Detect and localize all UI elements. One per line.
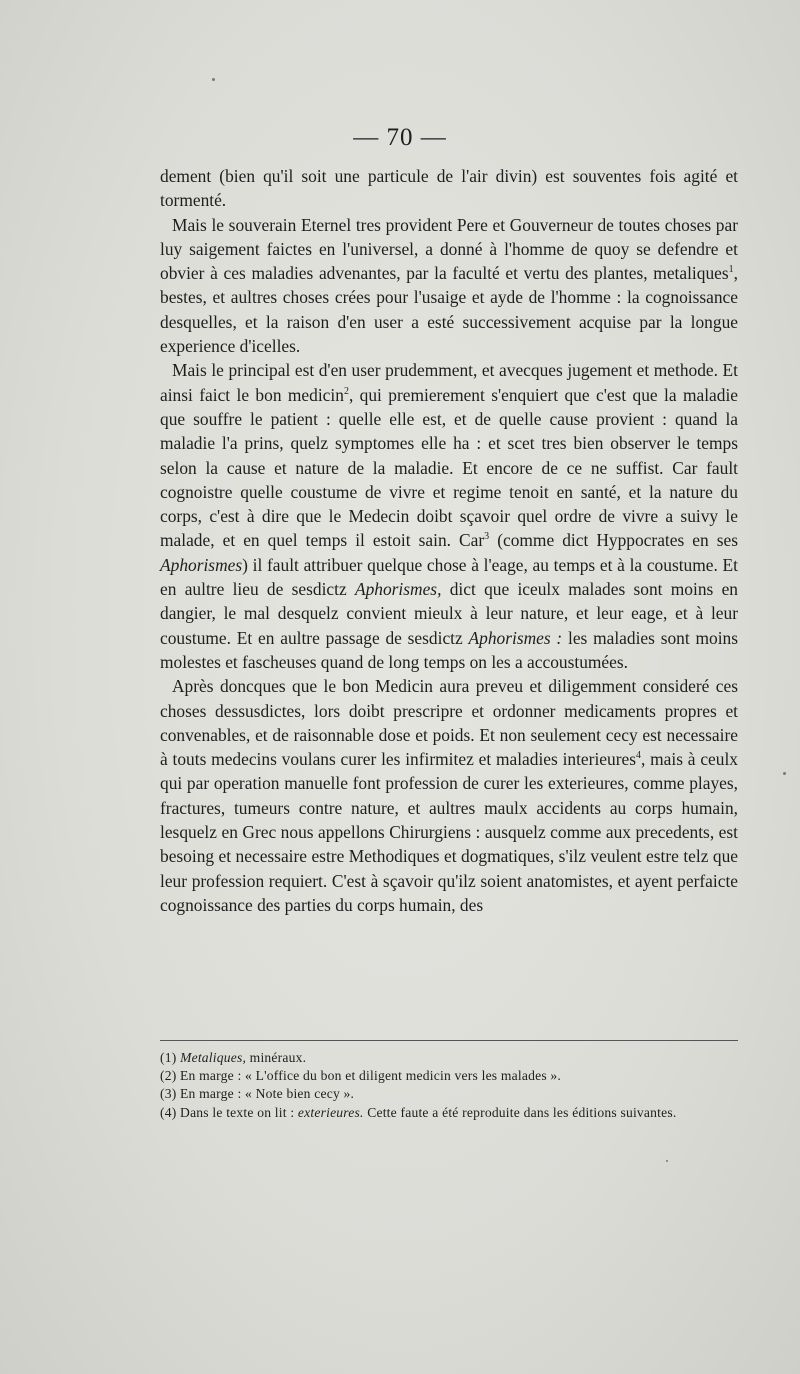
footnote-ref-1: 1 <box>728 264 734 276</box>
paragraph-2 <box>160 213 738 359</box>
footnote-3-number: (3) <box>160 1086 177 1102</box>
aphorismes-title-3: Aphorismes : <box>468 627 563 648</box>
footnote-1-text: minéraux. <box>246 1050 307 1065</box>
paragraph-2-text-b: , bestes, et aultres choses crées pour l'usaige et ayde de l'homme : la cognoissance desquelles, et la raison d'en user a esté successivement acquise par la longue experience d'icelles. <box>160 263 738 357</box>
paragraph-1-text: dement (bien qu'il soit une particule de l'air divin) est souventes fois agité et tormenté. <box>160 166 738 211</box>
footnote-4-term: exterieures. <box>297 1104 364 1120</box>
paragraph-2-text-a: Mais le souverain Eternel tres provident Pere et Gouverneur de toutes choses par luy saigement faictes en l'universel, a donné à l'homme de quoy se defendre et obvier à ces maladies advenantes, par la faculté et vertu des plantes, metaliques <box>160 214 738 284</box>
footnote-ref-3: 3 <box>484 531 490 543</box>
footnote-divider <box>160 1040 738 1041</box>
paragraph-3-text-c: (comme dict Hyppocrates en ses <box>489 530 738 551</box>
footnote-1-number: (1) <box>160 1050 177 1065</box>
footnotes <box>160 1049 738 1122</box>
footnote-4 <box>160 1104 738 1122</box>
footnote-1-term: Metaliques, <box>180 1050 247 1065</box>
paper-speck <box>783 772 786 775</box>
paragraph-4-text-a: Après doncques que le bon Medicin aura preveu et diligemment consideré ces choses dessusdictes, lors doibt prescripre et ordonner medicaments propres et convenables, et de raisonnable dose et poids. Et non seulement cecy est necessaire à touts medecins voulans curer les infirmitez et maladies interieures <box>160 676 738 770</box>
aphorismes-title-2: Aphorismes, <box>354 579 442 600</box>
aphorismes-title-1: Aphorismes <box>160 554 243 575</box>
paragraph-1 <box>160 164 738 213</box>
paragraph-4-text-b: , mais à ceulx qui par operation manuelle font profession de curer les exterieures, comme playes, fractures, tumeurs contre nature, et aultres maulx accidents au corps humain, lesquelz en Grec nous appellons Chirurgiens : ausquelz comme aux precedents, est besoing et necessaire estre Methodiques et dogmatiques, s'ilz veulent estre telz que leur profession requiert. C'est à sçavoir qu'ilz soient anatomistes, et ayent perfaicte cognoissance des parties du corps humain, des <box>160 749 738 915</box>
paper-speck <box>212 78 215 81</box>
footnote-4-text-b: Cette faute a été reproduite dans les éditions suivantes. <box>363 1104 677 1120</box>
footnote-2-text: En marge : « L'office du bon et diligent medicin vers les malades ». <box>176 1068 562 1084</box>
paragraph-3-text-f: les maladies sont moins molestes et fascheuses quand de long temps on les a accoustumées. <box>160 627 738 672</box>
footnote-2 <box>160 1067 738 1085</box>
paragraph-3 <box>160 358 738 674</box>
footnote-4-number: (4) <box>160 1104 177 1120</box>
footnote-4-text-a: Dans le texte on lit : <box>176 1104 298 1120</box>
page-number: — 70 — <box>353 124 447 151</box>
footnote-ref-4: 4 <box>635 750 641 762</box>
paragraph-3-text-a: Mais le principal est d'en user prudemment, et avecques jugement et methode. Et ainsi faict le bon medicin <box>160 360 738 405</box>
main-text <box>160 164 738 917</box>
paragraph-3-text-b: , qui premierement s'enquiert que c'est que la maladie que souffre le patient : quelle elle est, et de quelle cause provient : quand la maladie l'a prins, quelz symptomes elle ha : et scet tres bien observer le temps selon la cause et nature de la maladie. Et encore de ce ne suffist. Car fault cognoistre quelle coustume de vivre et regime tenoit en santé, et la nature du corps, c'est à dire que le Medecin doibt sçavoir quel ordre de vivre a suivy le malade, et en quel temps il estoit sain. Car <box>160 384 738 551</box>
footnote-3-text: En marge : « Note bien cecy ». <box>176 1086 355 1102</box>
paper-speck <box>666 1160 668 1162</box>
footnote-ref-2: 2 <box>343 385 349 397</box>
footnote-2-number: (2) <box>160 1068 177 1084</box>
paragraph-4 <box>160 674 738 917</box>
paragraph-3-text-e: dict que iceulx malades sont moins en dangier, le mal desquelz convient mieulx à leur nature, et leur eage, et à leur coustume. Et en aultre passage de sesdictz <box>160 579 738 648</box>
footnote-3 <box>160 1085 738 1103</box>
footnote-1 <box>160 1049 738 1067</box>
paragraph-3-text-d: ) il fault attribuer quelque chose à l'eage, au temps et à la coustume. Et en aultre lieu de sesdictz <box>160 554 738 600</box>
